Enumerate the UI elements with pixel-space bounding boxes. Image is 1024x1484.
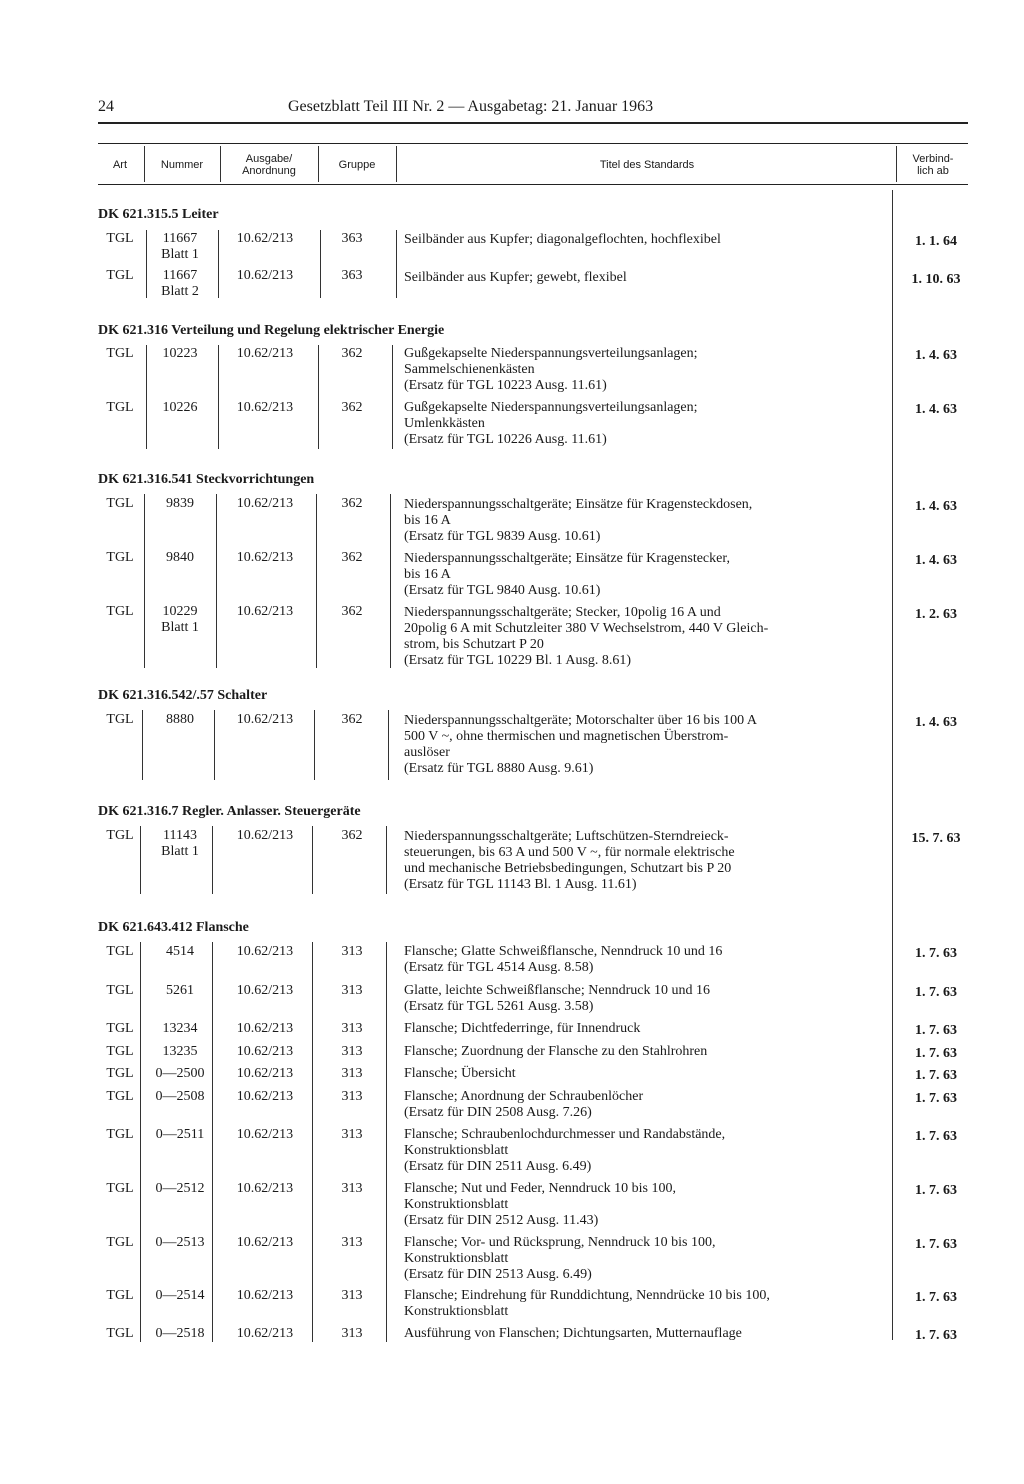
col-head-verbindlich-line1: Verbind- (912, 153, 954, 166)
titel-line: (Ersatz für TGL 10229 Bl. 1 Ausg. 8.61) (404, 653, 632, 668)
cell-gruppe: 313 (341, 1326, 363, 1341)
cell-art: TGL (106, 1288, 134, 1303)
cell-titel (404, 1127, 889, 1175)
cell-art: TGL (106, 1089, 134, 1104)
cell-ausgabe: 10.62/213 (236, 550, 294, 565)
cell-art: TGL (106, 268, 134, 283)
col-head-ausgabe (222, 148, 316, 184)
cell-verbindlich: 1. 7. 63 (915, 1046, 957, 1061)
head-sep (318, 146, 319, 182)
cell-verbindlich: 1. 7. 63 (915, 1290, 957, 1305)
cell-verbindlich: 1. 4. 63 (915, 402, 957, 417)
column-rule (312, 942, 313, 1342)
cell-art: TGL (106, 496, 134, 511)
cell-nummer: 0—2518 (155, 1326, 205, 1341)
cell-gruppe: 313 (341, 1021, 363, 1036)
cell-nummer: 13235 (162, 1044, 198, 1059)
cell-ausgabe: 10.62/213 (236, 496, 294, 511)
titel-line: auslöser (404, 745, 450, 760)
cell-gruppe: 362 (341, 550, 363, 565)
cell-verbindlich: 1. 4. 63 (915, 715, 957, 730)
cell-gruppe: 313 (341, 983, 363, 998)
head-sep (396, 146, 397, 182)
titel-line: Flansche; Nut und Feder, Nenndruck 10 bis 100, (404, 1181, 677, 1196)
col-head-nummer: Nummer (160, 159, 204, 172)
column-rule (214, 710, 215, 780)
cell-titel (404, 605, 889, 669)
cell-gruppe: 363 (341, 231, 363, 246)
titel-line: (Ersatz für TGL 9840 Ausg. 10.61) (404, 583, 601, 598)
cell-nummer: 11143 (163, 828, 197, 843)
cell-nummer: 9840 (166, 550, 194, 565)
col-head-titel: Titel des Standards (599, 159, 695, 172)
titel-line: Niederspannungsschaltgeräte; Einsätze für Kragenstecker, (404, 551, 730, 566)
page-header (98, 98, 968, 124)
col-head-verbindlich-line2: lich ab (917, 165, 949, 177)
cell-verbindlich: 1. 10. 63 (911, 272, 961, 287)
cell-titel (404, 944, 889, 976)
cell-titel (404, 1089, 889, 1121)
cell-gruppe: 362 (341, 712, 363, 727)
section-title: DK 621.316.542/.57 Schalter (98, 688, 268, 703)
titel-line: Gußgekapselte Niederspannungsverteilungsanlagen; (404, 400, 698, 415)
titel-line: Konstruktionsblatt (404, 1197, 509, 1212)
column-rule (316, 494, 317, 668)
page-number: 24 (98, 98, 114, 115)
cell-art: TGL (106, 1021, 134, 1036)
titel-line: Flansche; Dichtfederringe, für Innendruck (404, 1021, 641, 1036)
titel-line: Niederspannungsschaltgeräte; Einsätze für Kragensteckdosen, (404, 497, 753, 512)
cell-verbindlich: 1. 7. 63 (915, 1237, 957, 1252)
titel-line: Flansche; Glatte Schweißflansche, Nenndruck 10 und 16 (404, 944, 723, 959)
cell-verbindlich: 1. 7. 63 (915, 1183, 957, 1198)
cell-nummer-blatt: Blatt 2 (161, 284, 199, 299)
head-sep (896, 146, 897, 182)
titel-line: Seilbänder aus Kupfer; diagonalgeflochten, hochflexibel (404, 232, 721, 247)
cell-verbindlich: 1. 4. 63 (915, 553, 957, 568)
column-rule (218, 230, 219, 298)
cell-verbindlich: 1. 7. 63 (915, 1328, 957, 1343)
cell-nummer: 0—2508 (155, 1089, 205, 1104)
titel-line: Niederspannungsschaltgeräte; Luftschützen-Sterndreieck- (404, 829, 729, 844)
titel-line: Flansche; Anordnung der Schraubenlöcher (404, 1089, 644, 1104)
cell-titel (404, 1066, 889, 1082)
titel-line: Niederspannungsschaltgeräte; Motorschalter über 16 bis 100 A (404, 713, 758, 728)
cell-ausgabe: 10.62/213 (236, 1066, 294, 1081)
cell-gruppe: 362 (341, 400, 363, 415)
titel-line: Sammelschienenkästen (404, 362, 535, 377)
column-rule (142, 710, 143, 780)
section-title: DK 621.316.7 Regler. Anlasser. Steuergeräte (98, 804, 361, 819)
titel-line: bis 16 A (404, 567, 451, 582)
cell-ausgabe: 10.62/213 (236, 1127, 294, 1142)
cell-nummer: 9839 (166, 496, 194, 511)
titel-line: Niederspannungsschaltgeräte; Stecker, 10polig 16 A und (404, 605, 721, 620)
cell-ausgabe: 10.62/213 (236, 828, 294, 843)
cell-gruppe: 313 (341, 1181, 363, 1196)
cell-titel (404, 1326, 889, 1342)
cell-verbindlich: 1. 7. 63 (915, 946, 957, 961)
cell-art: TGL (106, 712, 134, 727)
section-title: DK 621.315.5 Leiter (98, 207, 219, 222)
titel-line: Glatte, leichte Schweißflansche; Nenndruck 10 und 16 (404, 983, 710, 998)
cell-gruppe: 313 (341, 1127, 363, 1142)
cell-gruppe: 313 (341, 1235, 363, 1250)
cell-nummer: 11667 (162, 231, 198, 246)
cell-nummer: 8880 (166, 712, 194, 727)
cell-nummer: 13234 (162, 1021, 198, 1036)
cell-ausgabe: 10.62/213 (236, 1181, 294, 1196)
head-sep (144, 146, 145, 182)
cell-art: TGL (106, 828, 134, 843)
titel-line: (Ersatz für DIN 2511 Ausg. 6.49) (404, 1159, 592, 1174)
titel-line: (Ersatz für TGL 10226 Ausg. 11.61) (404, 432, 607, 447)
cell-nummer: 5261 (166, 983, 194, 998)
cell-ausgabe: 10.62/213 (236, 231, 294, 246)
col-head-verbindlich (898, 148, 968, 184)
cell-gruppe: 313 (341, 1044, 363, 1059)
cell-art: TGL (106, 1127, 134, 1142)
cell-ausgabe: 10.62/213 (236, 1089, 294, 1104)
cell-titel (404, 1288, 889, 1320)
cell-ausgabe: 10.62/213 (236, 346, 294, 361)
cell-titel (404, 497, 889, 545)
titel-line: Flansche; Eindrehung für Runddichtung, Nenndrücke 10 bis 100, (404, 1288, 770, 1303)
cell-verbindlich: 15. 7. 63 (911, 831, 961, 846)
cell-verbindlich: 1. 4. 63 (915, 499, 957, 514)
cell-titel (404, 1181, 889, 1229)
running-title: Gesetzblatt Teil III Nr. 2 — Ausgabetag: 21. Januar 1963 (288, 98, 654, 115)
titel-line: Seilbänder aus Kupfer; gewebt, flexibel (404, 270, 627, 285)
column-rule (216, 494, 217, 668)
cell-art: TGL (106, 1181, 134, 1196)
column-rule (396, 230, 397, 298)
titel-line: Umlenkkästen (404, 416, 485, 431)
cell-verbindlich: 1. 2. 63 (915, 607, 957, 622)
cell-verbindlich: 1. 7. 63 (915, 1023, 957, 1038)
cell-titel (404, 1044, 889, 1060)
cell-ausgabe: 10.62/213 (236, 400, 294, 415)
head-sep (220, 146, 221, 182)
titel-line: (Ersatz für TGL 8880 Ausg. 9.61) (404, 761, 594, 776)
titel-line: Flansche; Vor- und Rücksprung, Nenndruck 10 bis 100, (404, 1235, 716, 1250)
cell-art: TGL (106, 944, 134, 959)
cell-verbindlich: 1. 7. 63 (915, 985, 957, 1000)
cell-nummer: 0—2514 (155, 1288, 205, 1303)
cell-ausgabe: 10.62/213 (236, 944, 294, 959)
column-rule (218, 345, 219, 449)
cell-ausgabe: 10.62/213 (236, 712, 294, 727)
cell-titel (404, 983, 889, 1015)
cell-gruppe: 313 (341, 1089, 363, 1104)
titel-line: Flansche; Zuordnung der Flansche zu den Stahlrohren (404, 1044, 708, 1059)
cell-verbindlich: 1. 4. 63 (915, 348, 957, 363)
titel-line: Konstruktionsblatt (404, 1304, 509, 1319)
cell-ausgabe: 10.62/213 (236, 268, 294, 283)
cell-titel (404, 713, 889, 777)
cell-art: TGL (106, 346, 134, 361)
col-head-ausgabe-line2: Anordnung (242, 165, 296, 177)
cell-verbindlich: 1. 1. 64 (915, 234, 957, 249)
titel-line: 20polig 6 A mit Schutzleiter 380 V Wechselstrom, 440 V Gleich- (404, 621, 769, 636)
cell-ausgabe: 10.62/213 (236, 983, 294, 998)
titel-line: (Ersatz für DIN 2508 Ausg. 7.26) (404, 1105, 592, 1120)
cell-art: TGL (106, 604, 134, 619)
cell-nummer: 4514 (166, 944, 194, 959)
cell-titel (404, 551, 889, 599)
titel-line: (Ersatz für TGL 4514 Ausg. 8.58) (404, 960, 594, 975)
cell-nummer: 11667 (162, 268, 198, 283)
section-title: DK 621.643.412 Flansche (98, 920, 249, 935)
header-top-rule (98, 143, 968, 144)
titel-line: strom, bis Schutzart P 20 (404, 637, 544, 652)
cell-titel (404, 270, 889, 286)
verbindlich-column-rule (892, 190, 893, 1340)
cell-nummer: 10226 (162, 400, 198, 415)
column-rule (312, 826, 313, 894)
cell-verbindlich: 1. 7. 63 (915, 1129, 957, 1144)
cell-titel (404, 829, 889, 893)
cell-gruppe: 313 (341, 1288, 363, 1303)
cell-art: TGL (106, 1066, 134, 1081)
titel-line: Ausführung von Flanschen; Dichtungsarten, Mutternauflage (404, 1326, 742, 1341)
cell-ausgabe: 10.62/213 (236, 1021, 294, 1036)
cell-titel (404, 232, 889, 248)
cell-art: TGL (106, 1326, 134, 1341)
cell-ausgabe: 10.62/213 (236, 1235, 294, 1250)
cell-ausgabe: 10.62/213 (236, 1044, 294, 1059)
titel-line: (Ersatz für DIN 2513 Ausg. 6.49) (404, 1267, 592, 1282)
cell-gruppe: 362 (341, 604, 363, 619)
cell-gruppe: 363 (341, 268, 363, 283)
titel-line: (Ersatz für DIN 2512 Ausg. 11.43) (404, 1213, 599, 1228)
titel-line: Flansche; Übersicht (404, 1066, 516, 1081)
cell-titel (404, 1021, 889, 1037)
col-head-art: Art (112, 159, 128, 172)
cell-titel (404, 1235, 889, 1283)
titel-line: steuerungen, bis 63 A und 500 V ~, für normale elektrische (404, 845, 735, 860)
titel-line: Konstruktionsblatt (404, 1143, 509, 1158)
titel-line: Gußgekapselte Niederspannungsverteilungsanlagen; (404, 346, 698, 361)
column-rule (386, 826, 387, 894)
titel-line: Konstruktionsblatt (404, 1251, 509, 1266)
column-rule (388, 710, 389, 780)
titel-line: (Ersatz für TGL 10223 Ausg. 11.61) (404, 378, 607, 393)
cell-nummer-blatt: Blatt 1 (161, 620, 199, 635)
header-bottom-rule (98, 184, 968, 185)
cell-art: TGL (106, 400, 134, 415)
cell-verbindlich: 1. 7. 63 (915, 1091, 957, 1106)
titel-line: und mechanische Betriebsbedingungen, Schutzart bis P 20 (404, 861, 732, 876)
cell-gruppe: 313 (341, 944, 363, 959)
titel-line: (Ersatz für TGL 9839 Ausg. 10.61) (404, 529, 601, 544)
cell-nummer: 0—2511 (155, 1127, 205, 1142)
titel-line: 500 V ~, ohne thermischen und magnetischen Überstrom- (404, 729, 729, 744)
cell-nummer: 0—2500 (155, 1066, 205, 1081)
cell-art: TGL (106, 1235, 134, 1250)
cell-gruppe: 362 (341, 346, 363, 361)
cell-verbindlich: 1. 7. 63 (915, 1068, 957, 1083)
col-head-ausgabe-line1: Ausgabe/ (245, 153, 293, 166)
cell-art: TGL (106, 983, 134, 998)
section-title: DK 621.316.541 Steckvorrichtungen (98, 472, 315, 487)
cell-art: TGL (106, 1044, 134, 1059)
col-head-gruppe: Gruppe (338, 159, 376, 172)
cell-nummer-blatt: Blatt 1 (161, 844, 199, 859)
cell-nummer: 10223 (162, 346, 198, 361)
cell-titel (404, 346, 889, 394)
titel-line: Flansche; Schraubenlochdurchmesser und Randabstände, (404, 1127, 726, 1142)
cell-gruppe: 362 (341, 828, 363, 843)
section-title: DK 621.316 Verteilung und Regelung elektrischer Energie (98, 323, 445, 338)
titel-line: (Ersatz für TGL 11143 Bl. 1 Ausg. 11.61) (404, 877, 637, 892)
cell-nummer: 0—2513 (155, 1235, 205, 1250)
cell-nummer: 0—2512 (155, 1181, 205, 1196)
column-rule (392, 345, 393, 449)
cell-gruppe: 313 (341, 1066, 363, 1081)
cell-titel (404, 400, 889, 448)
column-rule (386, 942, 387, 1342)
cell-ausgabe: 10.62/213 (236, 1326, 294, 1341)
cell-gruppe: 362 (341, 496, 363, 511)
cell-art: TGL (106, 550, 134, 565)
cell-ausgabe: 10.62/213 (236, 604, 294, 619)
column-rule (390, 494, 391, 668)
column-rule (314, 710, 315, 780)
titel-line: (Ersatz für TGL 5261 Ausg. 3.58) (404, 999, 594, 1014)
cell-nummer-blatt: Blatt 1 (161, 247, 199, 262)
cell-nummer: 10229 (162, 604, 198, 619)
cell-ausgabe: 10.62/213 (236, 1288, 294, 1303)
titel-line: bis 16 A (404, 513, 451, 528)
cell-art: TGL (106, 231, 134, 246)
column-rule (144, 494, 145, 668)
